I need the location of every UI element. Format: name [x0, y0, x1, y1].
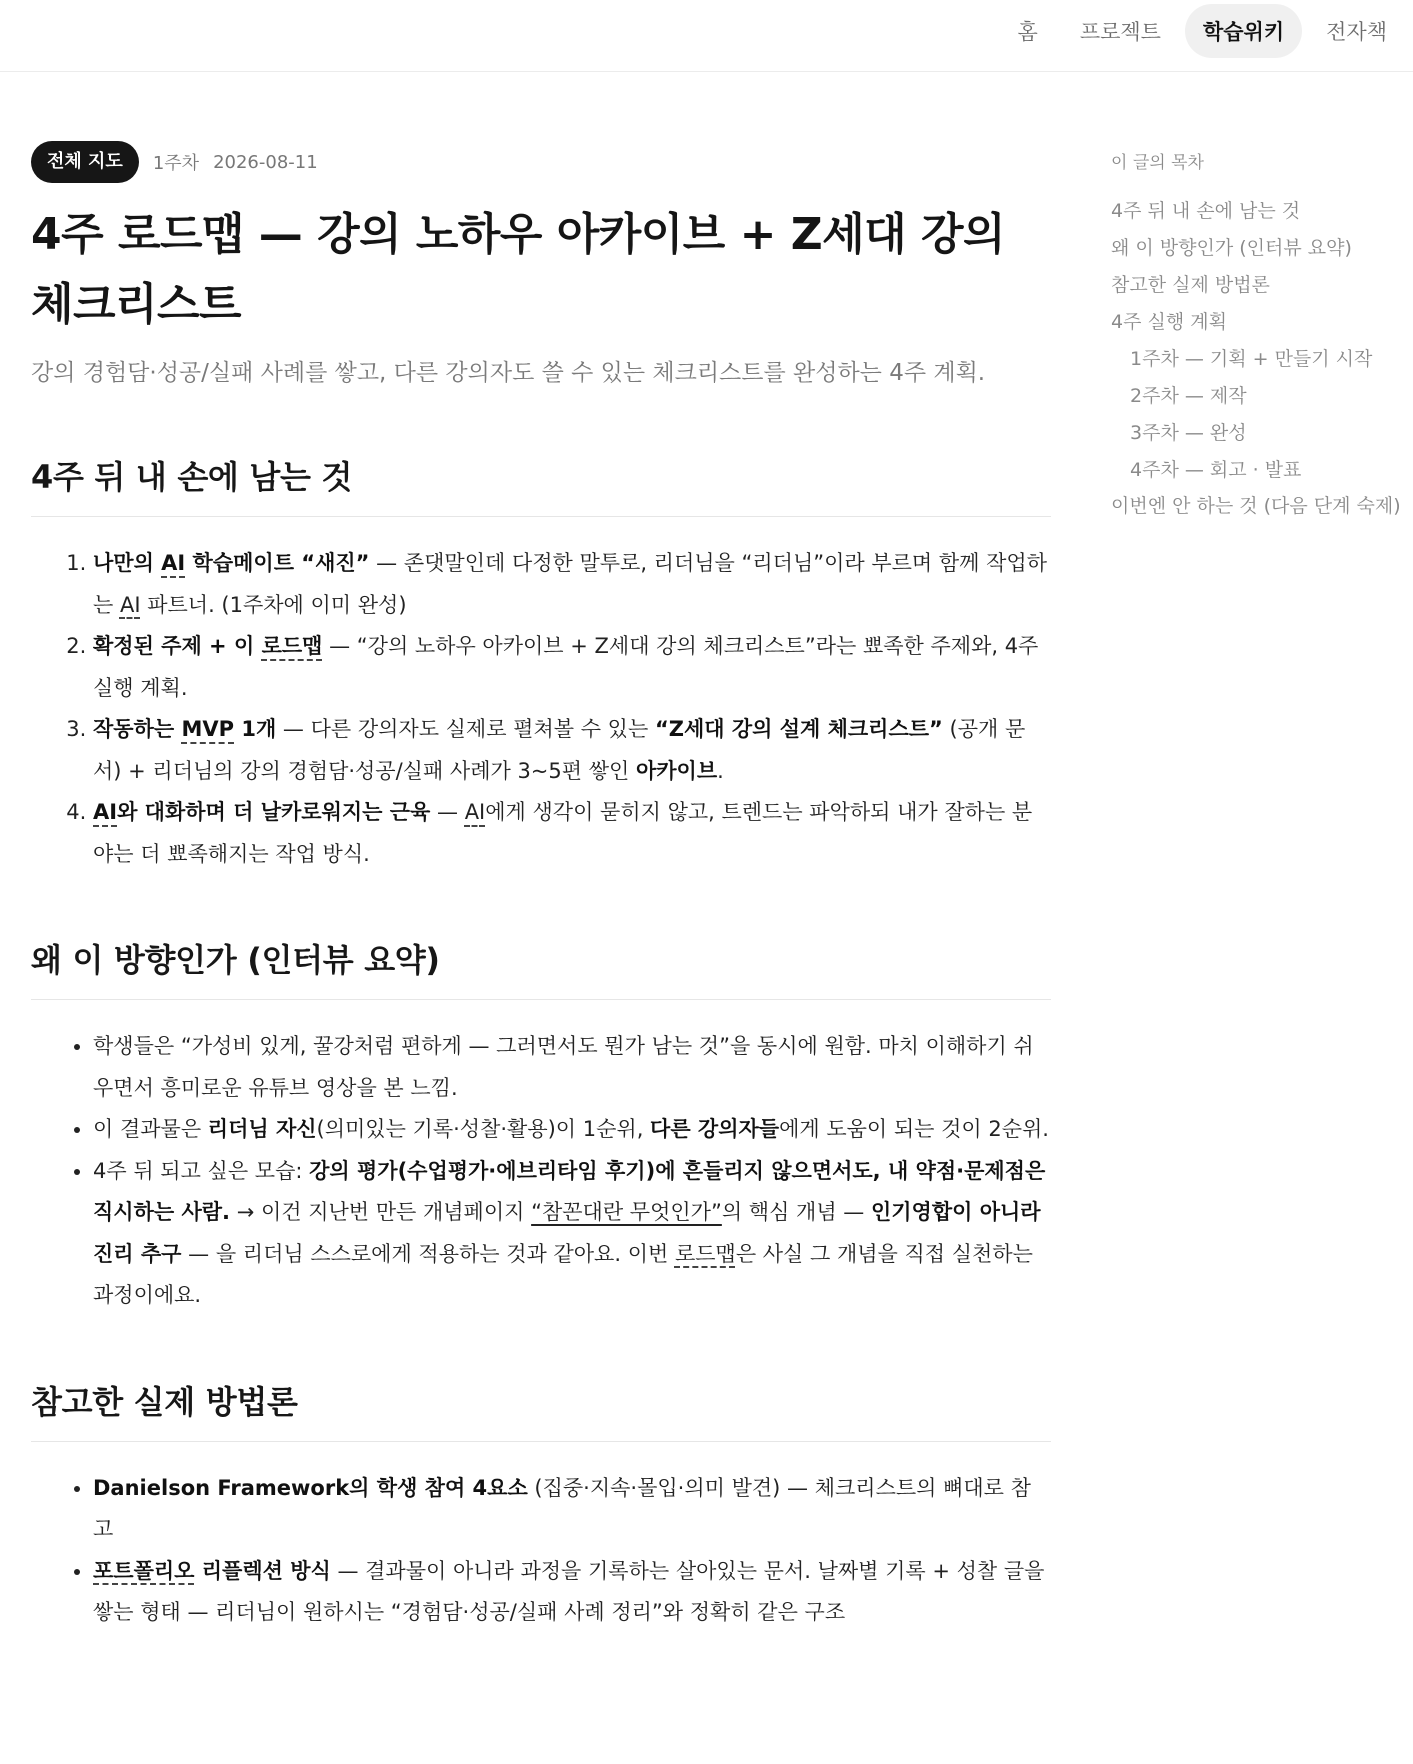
toc-item[interactable]: 4주 뒤 내 손에 남는 것: [1111, 200, 1301, 222]
list-item: • 포트폴리오 리플렉션 방식 — 결과물이 아니라 과정을 기록하는 살아있는 문서. 날짜별 기록 + 성찰 글을 쌓는 형태 — 리더님이 원하시는 “경험담·성공/실패 사례 정리”와 정확히 같은 구조: [93, 1551, 1051, 1634]
bold-text: Danielson Framework의 학생 참여 4요소: [93, 1475, 528, 1500]
toc-item[interactable]: 이번엔 안 하는 것 (다음 단계 숙제): [1111, 495, 1401, 517]
toc-subitem[interactable]: 3주차 — 완성: [1130, 422, 1247, 444]
term-link[interactable]: AI: [161, 551, 186, 575]
term-link[interactable]: 로드맵: [674, 1241, 736, 1266]
toc-item[interactable]: 왜 이 방향인가 (인터뷰 요약): [1111, 237, 1352, 259]
bold-text: 확정된 주제 + 이 로드맵: [93, 634, 323, 658]
term-link[interactable]: 로드맵: [261, 634, 323, 658]
why-list: [31, 1026, 1051, 1317]
list-item: • 4주 뒤 되고 싶은 모습: 강의 평가(수업평가·에브리타임 후기)에 흔들리지 않으면서도, 내 약점·문제점은 직시하는 사람. → 이건 지난번 만든 개념페이지 “참꼰대란 무엇인가”의 핵심 개념 — 인기영합이 아니라 진리 추구 — 을 리더님 스스로에게 적용하는 것과 같아요. 이번 로드맵은 사실 그 개념을 직접 실천하는 과정이에요.: [93, 1151, 1051, 1317]
toc-subitem[interactable]: 1주차 — 기획 + 만들기 시작: [1130, 348, 1373, 370]
list-item: 4. AI와 대화하며 더 날카로워지는 근육 — AI에게 생각이 묻히지 않고, 트렌드는 파악하되 내가 잘하는 분야는 더 뾰족해지는 작업 방식.: [93, 792, 1051, 875]
list-item: 2. 확정된 주제 + 이 로드맵 — “강의 노하우 아카이브 + Z세대 강의 체크리스트”라는 뾰족한 주제와, 4주 실행 계획.: [93, 626, 1051, 709]
bold-text: 작동하는 MVP 1개: [93, 717, 277, 741]
bold-text: 포트폴리오 리플렉션 방식: [93, 1558, 331, 1583]
article: [31, 140, 1051, 1634]
category-badge[interactable]: 전체 지도: [31, 141, 139, 183]
list-item: 3. 작동하는 MVP 1개 — 다른 강의자도 실제로 펼쳐볼 수 있는 “Z세대 강의 설계 체크리스트” (공개 문서) + 리더님의 강의 경험담·성공/실패 사례가 3~5편 쌓인 아카이브.: [93, 709, 1051, 792]
post-meta: [31, 140, 1051, 184]
post-date: 2026-08-11: [213, 151, 318, 173]
nav-item-learning-wiki[interactable]: 학습위키: [1185, 4, 1302, 58]
bold-text: 강의 평가(수업평가·에브리타임 후기)에 흔들리지 않으면서도, 내 약점·문제점은 직시하는 사람.: [93, 1158, 1046, 1224]
bold-text: 리더님 자신: [207, 1117, 317, 1141]
section-heading-methods: 참고한 실제 방법론: [31, 1377, 1051, 1442]
section-heading-outcomes: 4주 뒤 내 손에 남는 것: [31, 452, 1051, 517]
toc-item[interactable]: 참고한 실제 방법론: [1111, 274, 1270, 296]
toc-title: 이 글의 목차: [1111, 153, 1204, 173]
bold-text: “Z세대 강의 설계 체크리스트”: [654, 717, 943, 741]
term-link[interactable]: MVP: [181, 717, 235, 741]
outcomes-list: [31, 543, 1051, 875]
bold-text: 다른 강의자들: [650, 1117, 780, 1141]
methods-list: [31, 1468, 1051, 1634]
section-heading-why: 왜 이 방향인가 (인터뷰 요약): [31, 935, 1051, 1000]
term-link[interactable]: AI: [119, 592, 141, 617]
list-item: • Danielson Framework의 학생 참여 4요소 (집중·지속·몰입·의미 발견) — 체크리스트의 뼈대로 참고: [93, 1468, 1051, 1551]
page-lead: 강의 경험담·성공/실패 사례를 쌓고, 다른 강의자도 쓸 수 있는 체크리스트를 완성하는 4주 계획.: [31, 360, 986, 386]
term-link[interactable]: AI: [464, 800, 486, 824]
toc-subitem[interactable]: 4주차 — 회고 · 발표: [1130, 459, 1302, 481]
week-label: 1주차: [152, 153, 200, 174]
page-title: 4주 로드맵 — 강의 노하우 아카이브 + Z세대 강의 체크리스트: [31, 209, 1005, 330]
bold-text: 나만의 AI 학습메이트 “새진”: [93, 551, 370, 575]
bold-text: 인기영합이 아니라 진리 추구: [93, 1200, 1041, 1266]
term-link[interactable]: AI: [93, 800, 118, 824]
top-nav: [1000, 4, 1405, 58]
top-bar: [0, 0, 1413, 72]
concept-page-link[interactable]: “참꼰대란 무엇인가”: [531, 1200, 722, 1224]
nav-item-projects[interactable]: 프로젝트: [1079, 20, 1161, 44]
bold-text: AI와 대화하며 더 날카로워지는 근육: [93, 800, 431, 824]
toc-subitem[interactable]: 2주차 — 제작: [1130, 385, 1247, 407]
list-item: 1. 나만의 AI 학습메이트 “새진” — 존댓말인데 다정한 말투로, 리더님을 “리더님”이라 부르며 함께 작업하는 AI 파트너. (1주차에 이미 완성): [93, 543, 1051, 626]
term-link[interactable]: 포트폴리오: [93, 1558, 195, 1583]
nav-item-home[interactable]: 홈: [1017, 20, 1038, 44]
toc-item[interactable]: 4주 실행 계획: [1111, 311, 1227, 333]
nav-item-ebook[interactable]: 전자책: [1326, 20, 1387, 44]
list-item: • 학생들은 “가성비 있게, 꿀강처럼 편하게 — 그러면서도 뭔가 남는 것”을 동시에 원함. 마치 이해하기 쉬우면서 흥미로운 유튜브 영상을 본 느낌.: [93, 1026, 1051, 1109]
bold-text: 아카이브: [635, 758, 718, 783]
table-of-contents: [1111, 148, 1401, 523]
list-item: • 이 결과물은 리더님 자신(의미있는 기록·성찰·활용)이 1순위, 다른 강의자들에게 도움이 되는 것이 2순위.: [93, 1109, 1051, 1151]
